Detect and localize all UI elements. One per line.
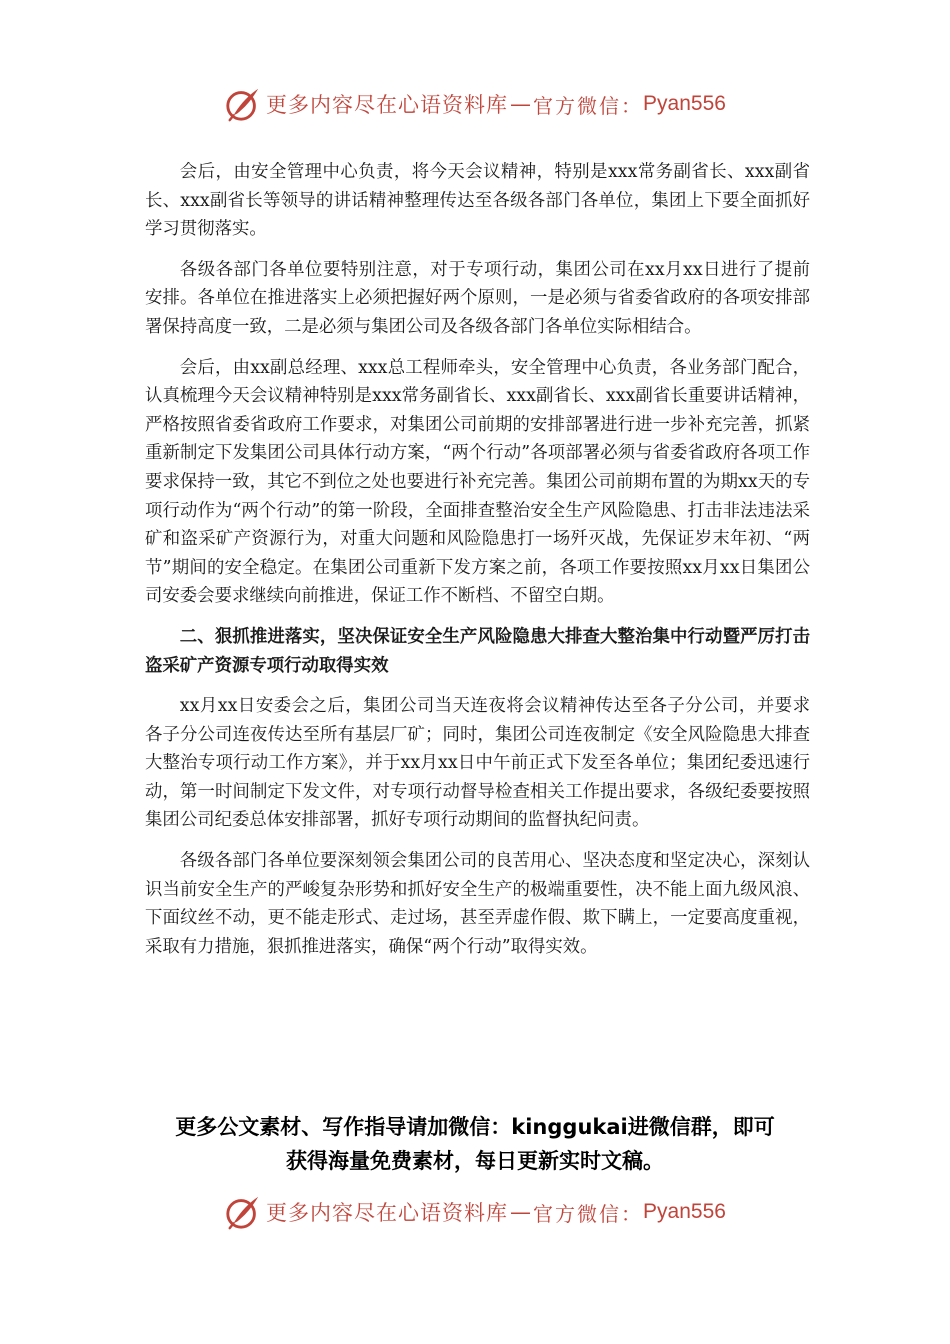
promo-notice bbox=[120, 1110, 830, 1178]
promo-line: 获得海量免费素材，每日更新实时文稿。 bbox=[286, 1149, 664, 1173]
watermark-separator: — bbox=[510, 92, 532, 116]
document-body bbox=[145, 158, 810, 973]
promo-line: 更多公文素材、写作指导请加微信：kinggukai进微信群，即可 bbox=[175, 1115, 775, 1139]
watermark-wechat-id: Pyan556 bbox=[643, 92, 726, 115]
body-paragraph: 各级各部门各单位要特别注意，对于专项行动，集团公司在xx月xx日进行了提前安排。各单位在推进落实上必须把握好两个原则，一是必须与省委省政府的各项安排部署保持高度一致，二是必须与集团公司及各级各部门各单位实际相结合。 bbox=[145, 259, 810, 337]
watermark-separator: — bbox=[510, 1200, 532, 1224]
watermark-brand-text: 更多内容尽在心语资料库 bbox=[266, 93, 509, 117]
feather-quill-icon bbox=[224, 85, 262, 123]
body-paragraph: 会后，由xx副总经理、xxx总工程师牵头，安全管理中心负责，各业务部门配合，认真梳理今天会议精神特别是xxx常务副省长、xxx副省长、xxx副省长重要讲话精神，严格按照省委省政府工作要求，对集团公司前期的安排部署进行进一步补充完善，抓紧重新制定下发集团公司具体行动方案，“两个行动”各项部署必须与省委省政府各项工作要求保持一致，其它不到位之处也要进行补充完善。集团公司前期布置的为期xx天的专项行动作为“两个行动”的第一阶段，全面排查整治安全生产风险隐患、打击非法违法采矿和盗采矿产资源行为，对重大问题和风险隐患打一场歼灭战，先保证岁末年初、“两节”期间的安全稳定。在集团公司重新下发方案之前，各项工作要按照xx月xx日集团公司安委会要求继续向前推进，保证工作不断档、不留空白期。 bbox=[145, 357, 810, 607]
watermark-wechat-label: 官方微信： bbox=[533, 1201, 644, 1226]
body-paragraph: 会后，由安全管理中心负责，将今天会议精神，特别是xxx常务副省长、xxx副省长、xxx副省长等领导的讲话精神整理传达至各级各部门各单位，集团上下要全面抓好学习贯彻落实。 bbox=[145, 162, 810, 240]
section-heading: 二、狠抓推进落实，坚决保证安全生产风险隐患大排查大整治集中行动暨严厉打击盗采矿产资源专项行动取得实效 bbox=[145, 626, 810, 676]
footer-watermark-banner bbox=[0, 1190, 950, 1234]
header-watermark-banner bbox=[0, 82, 950, 126]
feather-quill-icon bbox=[224, 1193, 262, 1231]
watermark-wechat-label: 官方微信： bbox=[533, 93, 644, 118]
watermark-wechat-id: Pyan556 bbox=[643, 1200, 726, 1223]
watermark-brand-text: 更多内容尽在心语资料库 bbox=[266, 1201, 509, 1225]
body-paragraph: xx月xx日安委会之后，集团公司当天连夜将会议精神传达至各子分公司，并要求各子分公司连夜传达至所有基层厂矿；同时，集团公司连夜制定《安全风险隐患大排查大整治专项行动工作方案》，并于xx月xx日中午前正式下发至各单位；集团纪委迅速行动，第一时间制定下发文件，对专项行动督导检查相关工作提出要求，各级纪委要按照集团公司纪委总体安排部署，抓好专项行动期间的监督执纪问责。 bbox=[145, 696, 810, 831]
body-paragraph: 各级各部门各单位要深刻领会集团公司的良苦用心、坚决态度和坚定决心，深刻认识当前安全生产的严峻复杂形势和抓好安全生产的极端重要性，决不能上面九级风浪、下面纹丝不动，更不能走形式、走过场，甚至弄虚作假、欺下瞒上，一定要高度重视，采取有力措施，狠抓推进落实，确保“两个行动”取得实效。 bbox=[145, 851, 810, 957]
